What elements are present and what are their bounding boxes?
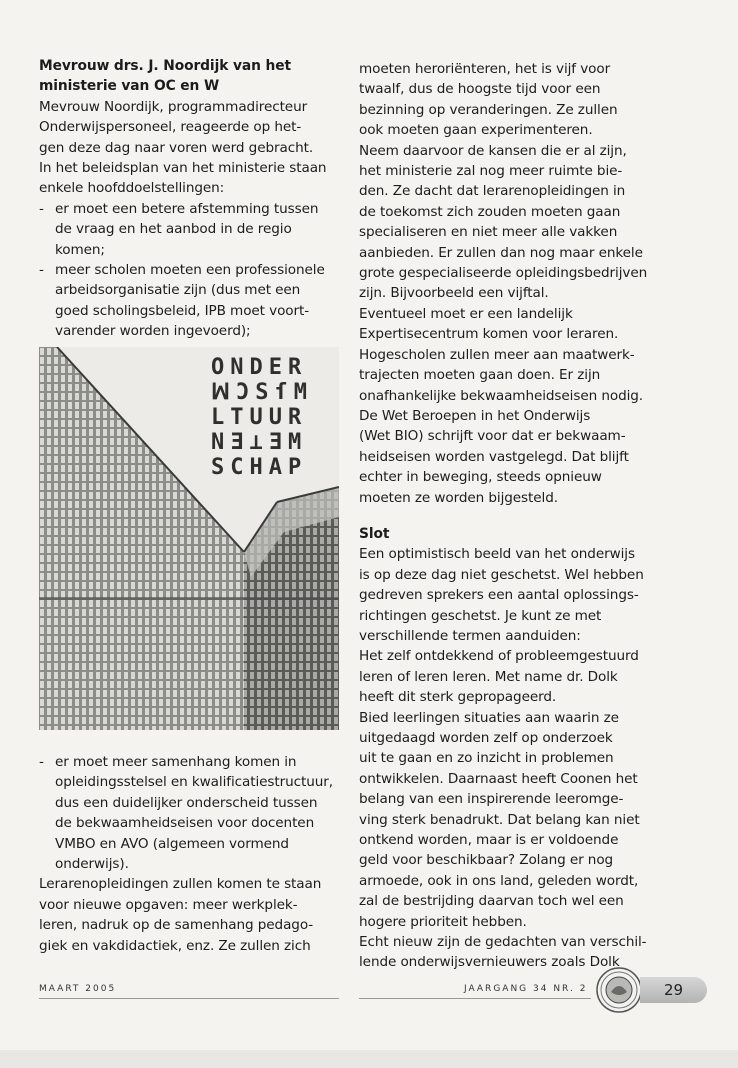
left-column-bottom [39, 752, 344, 956]
paragraph-line: grote gespecialiseerde opleidingsbedrijven [359, 265, 648, 282]
paragraph-line: gen deze dag naar voren werd gebracht. [39, 139, 314, 156]
bullet-dash: - [39, 754, 44, 770]
paragraph-line: specialiseren en niet meer alle vakken [359, 224, 618, 241]
paragraph-line: voor nieuwe opgaven: meer werkplek- [39, 896, 298, 913]
page-number: 29 [640, 977, 707, 1003]
bullet-item [39, 752, 344, 874]
paragraph-line: Bied leerlingen situaties aan waarin ze [359, 709, 619, 726]
bullet-item [39, 260, 344, 342]
letter-row [211, 430, 335, 455]
bullet-line: goed scholingsbeleid, IPB moet voort- [55, 302, 310, 319]
letter-row [211, 405, 335, 430]
paragraph-line: richtingen geschetst. Je kunt ze met [359, 607, 602, 624]
building-photo [39, 347, 339, 730]
letter: E [268, 355, 288, 380]
letter: P [288, 455, 308, 480]
letter: A [268, 455, 288, 480]
paragraph-line: Hogescholen zullen meer aan maatwerk- [359, 346, 635, 363]
footer-volume: JAARGANG 34 NR. 2 [464, 984, 588, 994]
paragraph-line: het ministerie zal nog meer ruimte bie- [359, 163, 623, 180]
letter: Ɔ [235, 380, 256, 405]
paragraph-line: Lerarenopleidingen zullen komen te staan [39, 876, 322, 893]
right-column [359, 59, 704, 973]
paragraph-line: trajecten moeten gaan doen. Er zijn [359, 367, 601, 384]
bullet-line: er moet een betere afstemming tussen [55, 200, 319, 217]
paragraph-line: twaalf, dus de hoogste tijd voor een [359, 81, 601, 98]
footer-divider [359, 998, 591, 999]
paragraph-line: verschillende termen aanduiden: [359, 627, 581, 644]
letter-row [211, 355, 335, 380]
bullet-line: de vraag en het aanbod in de regio [55, 221, 292, 238]
letter: U [249, 405, 269, 430]
letter: ſ [274, 380, 294, 405]
paragraph-line: leren, nadruk op de samenhang pedago- [39, 917, 314, 934]
bullet-dash: - [39, 262, 44, 279]
letter: S [211, 455, 231, 480]
bullet-line: VMBO en AVO (algemeen vormend [55, 835, 289, 852]
paragraph-line: bezinning op veranderingen. Ze zullen [359, 101, 618, 118]
letter: C [230, 455, 250, 480]
paragraph-line: uit te gaan en zo inzicht in problemen [359, 750, 614, 767]
paragraph-line: is op deze dag niet geschetst. Wel hebben [359, 566, 644, 583]
letter: U [268, 405, 288, 430]
letter: Ǝ [268, 430, 288, 455]
letter: ꟽ [211, 380, 236, 405]
paragraph-line: belang van een inspirerende leeromge- [359, 791, 624, 808]
bullet-line: onderwijs). [55, 856, 129, 873]
paragraph-line: enkele hoofddoelstellingen: [39, 180, 225, 197]
paragraph-line: de toekomst zich zouden moeten gaan [359, 203, 621, 220]
paragraph-line: moeten heroriënteren, het is vijf voor [359, 61, 611, 77]
onderwijs-letter-grid [211, 355, 335, 480]
letter: T [230, 405, 250, 430]
bullet-line: komen; [55, 241, 105, 258]
paragraph-line: den. Ze dacht dat lerarenopleidingen in [359, 183, 626, 200]
paragraph-line: heeft dit sterk gepropageerd. [359, 689, 557, 706]
bullet-line: arbeidsorganisatie zijn (dus met een [55, 282, 301, 299]
bullet-dash: - [39, 200, 44, 217]
paragraph-line: aanbieden. Er zullen dan nog maar enkele [359, 244, 643, 261]
letter: ⊥ [249, 430, 269, 455]
slot-heading: Slot [359, 525, 390, 542]
paragraph-line: Het zelf ontdekkend of probleemgestuurd [359, 648, 639, 665]
letter: S [255, 380, 275, 405]
paragraph-line: Eventueel moet er een landelijk [359, 305, 573, 322]
letter: R [288, 405, 308, 430]
paragraph-line: echter in beweging, steeds opnieuw [359, 469, 602, 486]
letter: M [293, 380, 313, 405]
paragraph-line: ving sterk benadrukt. Dat belang kan niet [359, 811, 640, 828]
footer-divider [39, 998, 339, 999]
paragraph-line: giek en vakdidactiek, enz. Ze zullen zich [39, 937, 311, 954]
paragraph-line: hogere prioriteit hebben. [359, 913, 527, 930]
paragraph-line: moeten ze worden bijgesteld. [359, 489, 558, 506]
paragraph-line: geld voor beschikbaar? Zolang er nog [359, 852, 614, 869]
paragraph-line: zal de bestrijding daarvan toch wel een [359, 893, 624, 910]
letter-row [211, 380, 335, 405]
paragraph-line: Expertisecentrum komen voor leraren. [359, 326, 619, 343]
footer-date: MAART 2005 [39, 984, 117, 994]
paragraph-line: zijn. Bijvoorbeeld een vijftal. [359, 285, 549, 302]
bullet-item [39, 199, 344, 260]
bullet-line: er moet meer samenhang komen in [55, 754, 297, 770]
paragraph-line: armoede, ook in ons land, geleden wordt, [359, 872, 639, 889]
paragraph-line: leren of leren leren. Met name dr. Dolk [359, 668, 618, 685]
bullet-line: meer scholen moeten een professionele [55, 262, 325, 279]
letter: N [230, 355, 250, 380]
letter: L [211, 405, 231, 430]
letter: M [288, 430, 308, 455]
paragraph-line: Een optimistisch beeld van het onderwijs [359, 546, 635, 563]
paragraph-line: Mevrouw Noordijk, programmadirecteur [39, 98, 308, 115]
bullet-line: de bekwaamheidseisen voor docenten [55, 815, 315, 832]
paragraph-line: uitgedaagd worden zelf op onderzoek [359, 730, 613, 746]
page-bottom-edge [0, 1050, 738, 1068]
bullet-line: varender worden ingevoerd); [55, 323, 251, 340]
paragraph-line: (Wet BIO) schrijft voor dat er bekwaam- [359, 428, 626, 445]
paragraph-line: gedreven sprekers een aantal oplossings- [359, 587, 639, 604]
letter: D [249, 355, 269, 380]
left-column [39, 56, 344, 342]
paragraph-line: lende onderwijsvernieuwers zoals Dolk [359, 954, 620, 971]
letter-row [211, 455, 335, 480]
bullet-line: dus een duidelijker onderscheid tussen [55, 794, 318, 811]
letter: H [249, 455, 269, 480]
paragraph-line: Onderwijspersoneel, reageerde op het- [39, 119, 302, 136]
paragraph-line: De Wet Beroepen in het Onderwijs [359, 407, 591, 424]
letter: Ǝ [230, 430, 250, 455]
paragraph-line: In het beleidsplan van het ministerie staan [39, 160, 327, 177]
paragraph-line: Echt nieuw zijn de gedachten van verschil- [359, 934, 647, 951]
journal-emblem-icon [595, 966, 643, 1014]
section-heading: Mevrouw drs. J. Noordijk van het [39, 58, 291, 74]
letter: N [211, 430, 231, 455]
paragraph-line: Neem daarvoor de kansen die er al zijn, [359, 142, 627, 159]
paragraph-line: onafhankelijke bekwaamheidseisen nodig. [359, 387, 644, 404]
section-heading: ministerie van OC en W [39, 78, 220, 95]
spacer [359, 508, 704, 524]
paragraph-line: ontkend worden, maar is er voldoende [359, 832, 619, 849]
paragraph-line: heidseisen worden vastgelegd. Dat blijft [359, 448, 629, 465]
paragraph-line: ontwikkelen. Daarnaast heeft Coonen het [359, 770, 638, 787]
letter: O [211, 355, 231, 380]
letter: R [288, 355, 308, 380]
paragraph-line: ook moeten gaan experimenteren. [359, 122, 593, 139]
bullet-line: opleidingsstelsel en kwalificatiestructuur, [55, 774, 333, 791]
